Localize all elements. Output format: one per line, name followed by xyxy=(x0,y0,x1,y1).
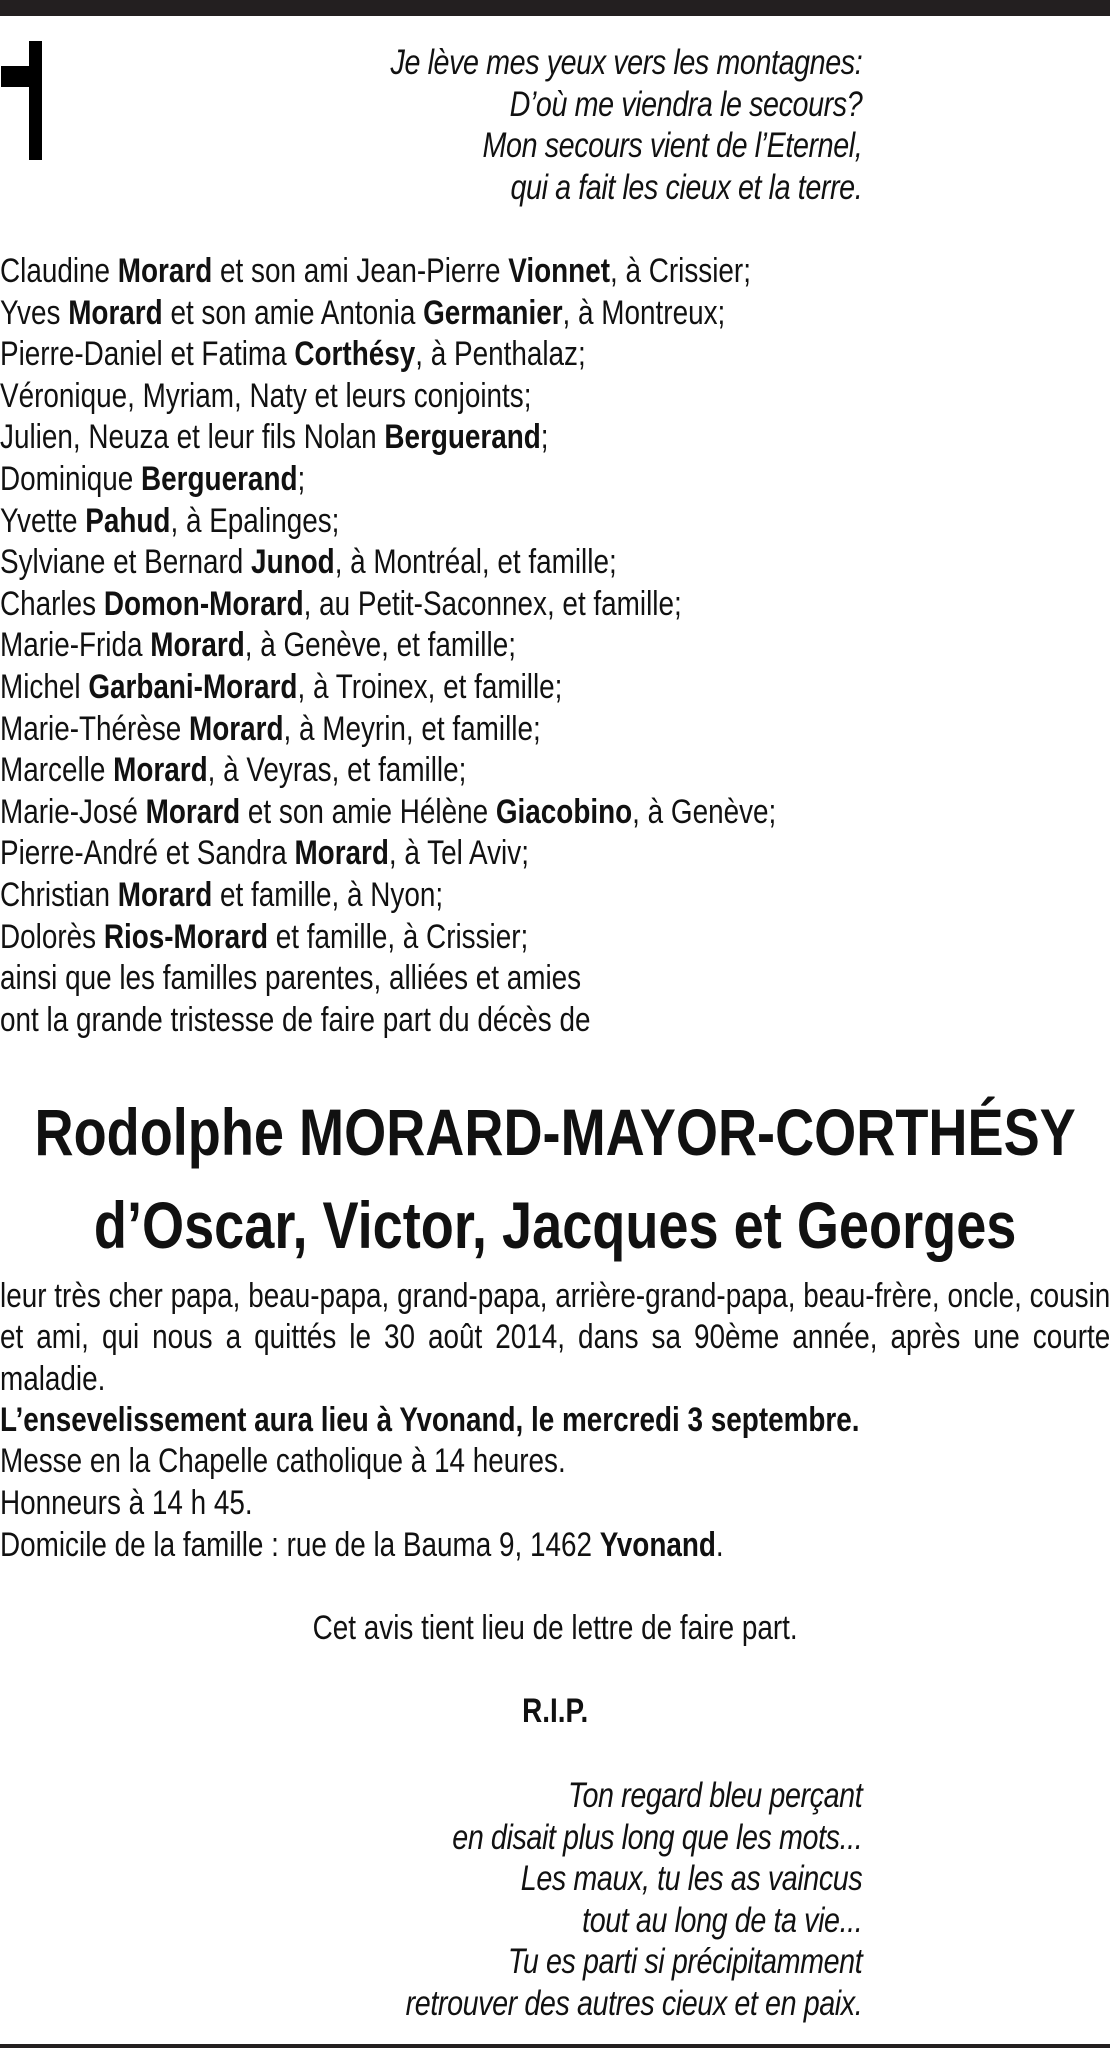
announcement-body: leur très cher papa, beau-papa, grand-papa, arrière-grand-papa, beau-frère, oncle, cousin et ami, qui nous a quittés le 30 août 2014, dans sa 90ème année, après une courte maladie. xyxy=(0,1277,1110,1398)
family-member-line xyxy=(0,293,1110,335)
family-text: et son amie Antonia xyxy=(162,293,424,332)
family-member-line xyxy=(0,542,1110,584)
family-member-line xyxy=(0,417,1110,459)
family-text: Charles xyxy=(0,584,104,623)
family-text: , à Montreux; xyxy=(562,293,726,332)
family-text: ; xyxy=(297,459,306,498)
family-list xyxy=(0,251,1110,1041)
family-surname: Morard xyxy=(145,792,241,831)
family-member-line xyxy=(0,501,1110,543)
notice-text: Cet avis tient lieu de lettre de faire part. xyxy=(312,1609,798,1647)
family-text: et famille, à Crissier; xyxy=(268,917,529,956)
family-text: Yvette xyxy=(0,501,86,540)
family-surname: Domon-Morard xyxy=(103,584,304,623)
family-text: Marie-Frida xyxy=(0,626,151,665)
family-text: , à Veyras, et famille; xyxy=(207,751,467,790)
family-member-line xyxy=(0,958,1110,1000)
family-text: , à Tel Aviv; xyxy=(388,834,529,873)
family-text: Pierre-Daniel et Fatima xyxy=(0,335,295,374)
family-text: Dominique xyxy=(0,459,142,498)
family-member-line xyxy=(0,709,1110,751)
notice xyxy=(0,1608,1110,1650)
poem-line: Ton regard bleu perçant xyxy=(568,1776,863,1815)
family-surname: Morard xyxy=(68,293,163,332)
family-text: , à Montréal, et famille; xyxy=(334,543,617,582)
family-text: , à Troinex, et famille; xyxy=(297,667,563,706)
family-text: Sylviane et Bernard xyxy=(0,543,252,582)
family-member-line xyxy=(0,334,1110,376)
family-surname: Pahud xyxy=(85,501,171,540)
domicile-info xyxy=(0,1525,1110,1567)
family-text: , à Penthalaz; xyxy=(415,335,586,374)
family-member-line xyxy=(0,376,1110,418)
deceased-name-block xyxy=(0,1086,1110,1272)
family-text: ont la grande tristesse de faire part du décès de xyxy=(0,1000,591,1039)
family-text: Marie-José xyxy=(0,792,146,831)
funeral-info: L’ensevelissement aura lieu à Yvonand, le mercredi 3 septembre. xyxy=(0,1400,860,1439)
rip xyxy=(0,1691,1110,1733)
poem-line: Les maux, tu les as vaincus xyxy=(520,1859,863,1899)
poem xyxy=(0,1775,862,2025)
family-text: Pierre-André et Sandra xyxy=(0,834,295,873)
family-text: Christian xyxy=(0,875,118,914)
deceased-parents: d’Oscar, Victor, Jacques et Georges xyxy=(93,1188,1017,1262)
family-text: Claudine xyxy=(0,252,118,290)
family-surname: Morard xyxy=(294,834,389,873)
family-surname: Berguerand xyxy=(141,459,298,498)
family-surname: Morard xyxy=(189,709,284,748)
family-text: , à Genève; xyxy=(632,792,777,831)
family-text: et son amie Hélène xyxy=(240,792,496,831)
family-text: et famille, à Nyon; xyxy=(212,875,444,914)
family-surname: Junod xyxy=(251,543,335,582)
family-text: Julien, Neuza et leur fils Nolan xyxy=(0,418,385,457)
family-member-line xyxy=(0,584,1110,626)
honours-info: Honneurs à 14 h 45. xyxy=(0,1484,253,1523)
poem-line: retrouver des autres cieux et en paix. xyxy=(405,1983,863,2023)
family-text: ; xyxy=(540,418,549,457)
family-surname: Morard xyxy=(150,626,245,665)
family-text: Véronique, Myriam, Naty et leurs conjoints; xyxy=(0,376,532,415)
epigraph xyxy=(0,42,862,208)
epigraph-line: qui a fait les cieux et la terre. xyxy=(510,167,863,207)
family-surname: Germanier xyxy=(423,293,563,332)
family-text: Michel xyxy=(0,667,89,706)
announcement xyxy=(0,1276,1110,1566)
family-surname: Morard xyxy=(117,252,213,290)
family-text: Dolorès xyxy=(0,917,104,956)
family-surname: Vionnet xyxy=(508,252,610,290)
family-surname: Garbani-Morard xyxy=(88,667,298,706)
family-text: Marcelle xyxy=(0,751,114,790)
family-surname: Morard xyxy=(113,751,208,790)
domicile-end: . xyxy=(715,1525,724,1564)
family-surname: Corthésy xyxy=(294,335,416,374)
family-text: et son ami Jean-Pierre xyxy=(212,252,509,290)
family-member-line xyxy=(0,251,1110,293)
family-text: , à Meyrin, et famille; xyxy=(283,709,541,748)
family-text: Marie-Thérèse xyxy=(0,709,190,748)
family-surname: Berguerand xyxy=(384,418,541,457)
family-text: , à Genève, et famille; xyxy=(244,626,516,665)
epigraph-line: Je lève mes yeux vers les montagnes: xyxy=(390,43,863,82)
deceased-name: Rodolphe MORARD-MAYOR-CORTHÉSY xyxy=(34,1095,1076,1169)
top-rule xyxy=(0,0,1110,16)
family-surname: Rios-Morard xyxy=(103,917,269,956)
family-member-line xyxy=(0,750,1110,792)
family-member-line xyxy=(0,917,1110,959)
mass-info: Messe en la Chapelle catholique à 14 heures. xyxy=(0,1442,566,1481)
family-member-line xyxy=(0,833,1110,875)
epigraph-line: D’où me viendra le secours? xyxy=(509,84,863,124)
rip-text: R.I.P. xyxy=(522,1692,589,1730)
family-text: ainsi que les familles parentes, alliées et amies xyxy=(0,959,582,998)
family-surname: Morard xyxy=(117,875,213,914)
family-member-line xyxy=(0,792,1110,834)
bottom-rule xyxy=(0,2044,1110,2048)
family-surname: Giacobino xyxy=(495,792,633,831)
family-text: , au Petit-Saconnex, et famille; xyxy=(303,584,682,623)
family-member-line xyxy=(0,1000,1110,1042)
poem-line: Tu es parti si précipitamment xyxy=(507,1942,863,1982)
domicile-place: Yvonand xyxy=(599,1525,716,1564)
poem-line: en disait plus long que les mots... xyxy=(452,1817,863,1857)
family-text: Yves xyxy=(0,293,69,332)
family-member-line xyxy=(0,625,1110,667)
family-member-line xyxy=(0,667,1110,709)
poem-line: tout au long de ta vie... xyxy=(582,1900,863,1940)
family-member-line xyxy=(0,875,1110,917)
family-text: , à Crissier; xyxy=(609,252,751,290)
family-text: , à Epalinges; xyxy=(170,501,340,540)
domicile-text: Domicile de la famille : rue de la Bauma 9, 1462 xyxy=(0,1525,600,1564)
epigraph-line: Mon secours vient de l’Eternel, xyxy=(482,126,863,166)
family-member-line xyxy=(0,459,1110,501)
